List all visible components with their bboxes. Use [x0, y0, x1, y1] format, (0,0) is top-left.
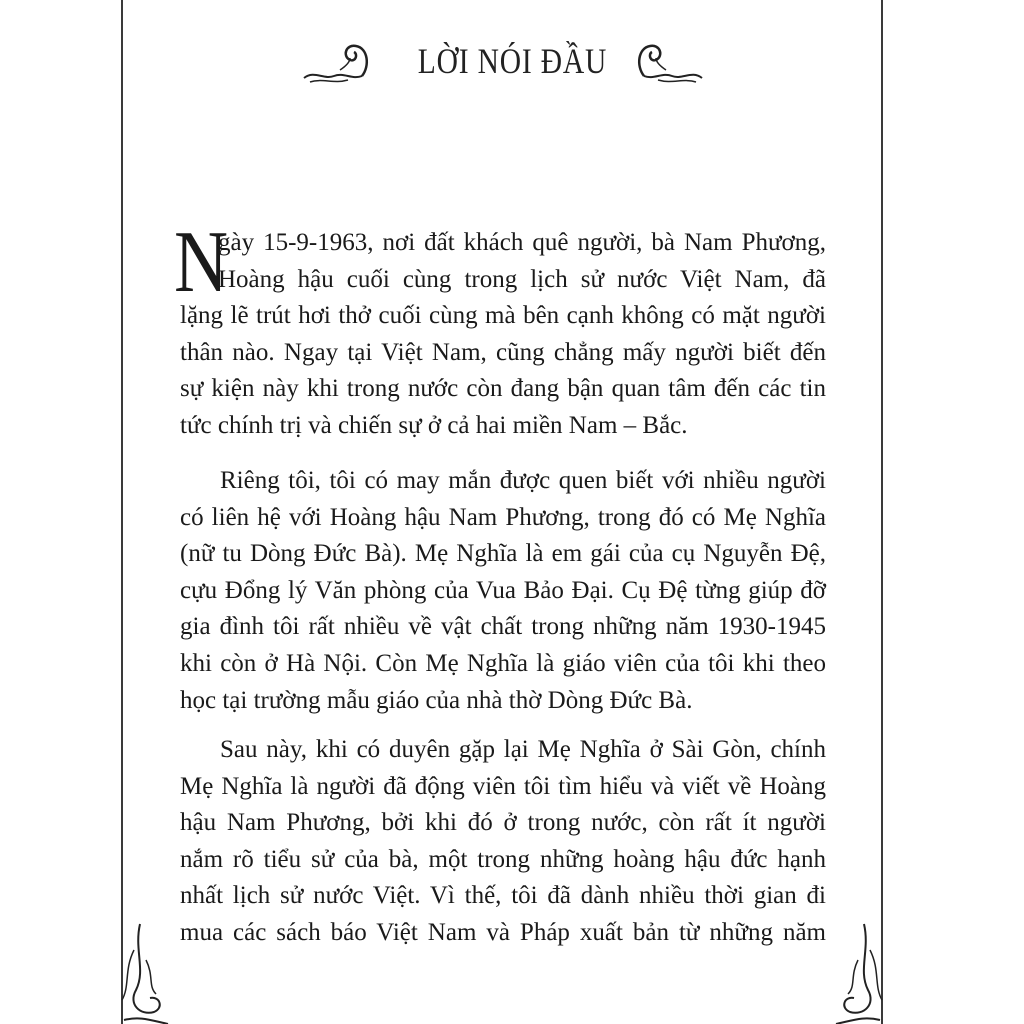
- text-line: gia đình tôi rất nhiều về vật chất trong những năm 1930-1945: [180, 613, 826, 641]
- text-line: học tại trường mẫu giáo của nhà thờ Dòng Đức Bà.: [180, 686, 693, 714]
- text-line: (nữ tu Dòng Đức Bà). Mẹ Nghĩa là em gái của cụ Nguyễn Đệ,: [180, 540, 826, 568]
- page-frame-right-border: [881, 0, 883, 1024]
- drop-cap: N: [174, 214, 229, 311]
- page-frame-left-border: [121, 0, 123, 1024]
- page-title: LỜI NÓI ĐẦU: [417, 41, 607, 81]
- text-line: lặng lẽ trút hơi thở cuối cùng mà bên cạnh không có mặt người: [180, 302, 826, 330]
- text-line: Mẹ Nghĩa là người đã động viên tôi tìm hiểu và viết về Hoàng: [180, 772, 826, 800]
- title-container: [0, 40, 1024, 82]
- text-line: Riêng tôi, tôi có may mắn được quen biết với nhiều người: [220, 467, 826, 494]
- text-line: có liên hệ với Hoàng hậu Nam Phương, trong đó có Mẹ Nghĩa: [180, 503, 826, 531]
- paragraph-2: [180, 463, 826, 719]
- text-line: nhất lịch sử nước Việt. Vì thế, tôi đã dành nhiều thời gian đi: [180, 882, 826, 910]
- text-line: Sau này, khi có duyên gặp lại Mẹ Nghĩa ở Sài Gòn, chính: [220, 736, 826, 763]
- text-line: sự kiện này khi trong nước còn đang bận quan tâm đến các tin: [180, 375, 826, 403]
- text-line: hậu Nam Phương, bởi khi đó ở trong nước, còn rất ít người: [180, 809, 826, 837]
- bottom-right-corner-ornament-icon: [834, 920, 884, 1024]
- right-title-ornament-icon: [636, 40, 706, 86]
- paragraph-1: [174, 214, 826, 445]
- bottom-left-corner-ornament-icon: [120, 920, 170, 1024]
- paragraph-3: [180, 732, 826, 952]
- text-line: Hoàng hậu cuối cùng trong lịch sử nước Việt Nam, đã: [218, 265, 826, 293]
- text-line: thân nào. Ngay tại Việt Nam, cũng chẳng mấy người biết đến: [180, 338, 826, 366]
- text-line: gày 15-9-1963, nơi đất khách quê người, bà Nam Phương,: [218, 229, 826, 256]
- text-line: cựu Đổng lý Văn phòng của Vua Bảo Đại. Cụ Đệ từng giúp đỡ: [180, 576, 826, 604]
- text-line: tức chính trị và chiến sự ở cả hai miền Nam – Bắc.: [180, 411, 688, 439]
- text-line: khi còn ở Hà Nội. Còn Mẹ Nghĩa là giáo viên của tôi khi theo: [180, 649, 826, 677]
- text-line: mua các sách báo Việt Nam và Pháp xuất bản từ những năm: [180, 918, 826, 946]
- text-line: nắm rõ tiểu sử của bà, một trong những hoàng hậu đức hạnh: [180, 845, 826, 873]
